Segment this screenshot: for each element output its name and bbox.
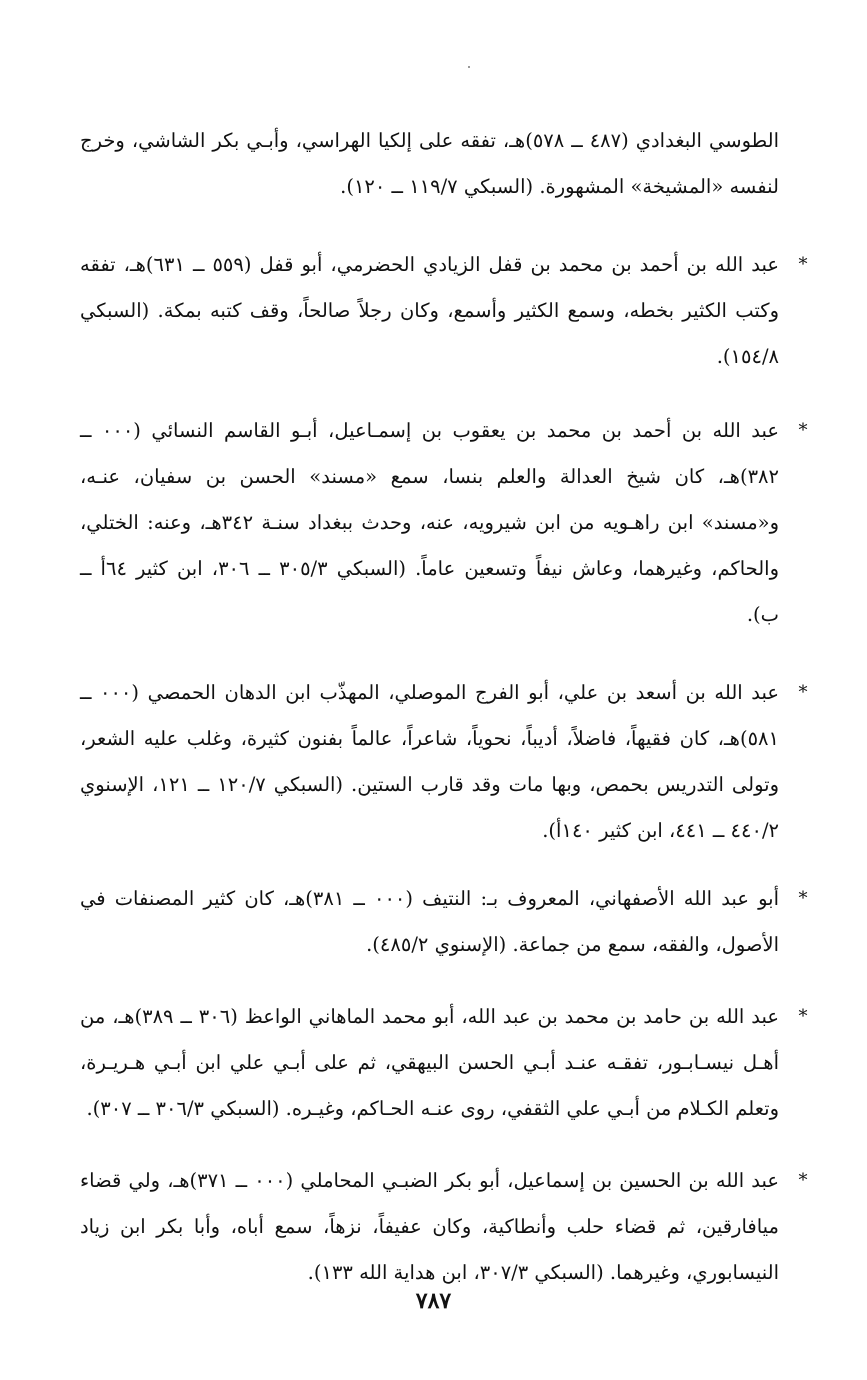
entry-star-marker: * [798, 420, 808, 441]
entry-text: عبد الله بن أحمد بن محمد بن قفل الزيادي الحضرمي، أبو قفل (٥٥٩ ــ ٦٣١)هـ، تفقه وكتب الكثير بخطه، وسمع الكثير وأسمع، وكان رجلاً صالحاً، وقف كتبه بمكة. (السبكي ١٥٤/٨). [80, 253, 780, 368]
entry-text: عبد الله بن حامد بن محمد بن عبد الله، أبو محمد الماهاني الواعظ (٣٠٦ ــ ٣٨٩)هـ، من أهـل نيسـابـور، تفقـه عنـد أبـي الحسن البيهقي، ثم على أبـي علي ابن أبـي هـريـرة، وتعلم الكـلام من أبـي علي الثقفي، روى عنـه الحـاكم، وغيـره. (السبكي ٣٠٦/٣ ــ ٣٠٧). [80, 1005, 780, 1120]
entry [80, 1158, 819, 1296]
entry-star-marker: * [798, 888, 808, 909]
scan-speck [468, 66, 470, 68]
entry [80, 994, 819, 1132]
entry-star-marker: * [798, 682, 808, 703]
entry-continuation: الطوسي البغدادي (٤٨٧ ــ ٥٧٨)هـ، تفقه على إلكيا الهراسي، وأبـي بكر الشاشي، وخرج لنفسه «المشيخة» المشهورة. (السبكي ١١٩/٧ ــ ١٢٠). [80, 129, 779, 198]
biography-entries [80, 118, 819, 1296]
page-number: ٧٨٧ [415, 1288, 452, 1314]
entry-text: عبد الله بن أسعد بن علي، أبو الفرج الموصلي، المهذّب ابن الدهان الحمصي (٠٠٠ ــ ٥٨١)هـ، كان فقيهاً، فاضلاً، أديباً، نحوياً، شاعراً، عالماً بفنون كثيرة، وغلب عليه الشعر، وتولى التدريس بحمص، وبها مات وقد قارب الستين. (السبكي ١٢٠/٧ ــ ١٢١، الإسنوي ٤٤٠/٢ ــ ٤٤١، ابن كثير ١٤٠أ). [80, 681, 779, 842]
entry-text: عبد الله بن الحسين بن إسماعيل، أبو بكر الضبـي المحاملي (٠٠٠ ــ ٣٧١)هـ، ولي قضاء ميافارقين، ثم قضاء حلب وأنطاكية، وكان عفيفاً، نزهاً، سمع أباه، وأبا بكر ابن زياد النيسابوري، وغيرهما. (السبكي ٣٠٧/٣، ابن هداية الله ١٣٣). [80, 1169, 780, 1284]
entry-text: عبد الله بن أحمد بن محمد بن يعقوب بن إسمـاعيل، أبـو القاسم النسائي (٠٠٠ ــ ٣٨٢)هـ، كان شيخ العدالة والعلم بنسا، سمع «مسند» الحسن بن سفيان، عنـه، و«مسند» ابن راهـويه من ابن شيرويه، عنه، وحدث ببغداد سنـة ٣٤٢هـ، وعنه: الختلي، والحاكم، وغيرهما، وعاش نيفاً وتسعين عاماً. (السبكي ٣٠٥/٣ ــ ٣٠٦، ابن كثير ٦٤أ ــ ب). [80, 419, 780, 626]
entry [80, 242, 819, 380]
entry [80, 408, 819, 638]
entry [80, 670, 819, 854]
entry-star-marker: * [798, 1006, 808, 1027]
entry-text: أبو عبد الله الأصفهاني، المعروف بـ: النتيف (٠٠٠ ــ ٣٨١)هـ، كان كثير المصنفات في الأصول، والفقه، سمع من جماعة. (الإسنوي ٤٨٥/٢). [80, 887, 779, 956]
entry [80, 876, 819, 968]
entry-star-marker: * [798, 254, 808, 275]
entry-star-marker: * [798, 1170, 808, 1191]
